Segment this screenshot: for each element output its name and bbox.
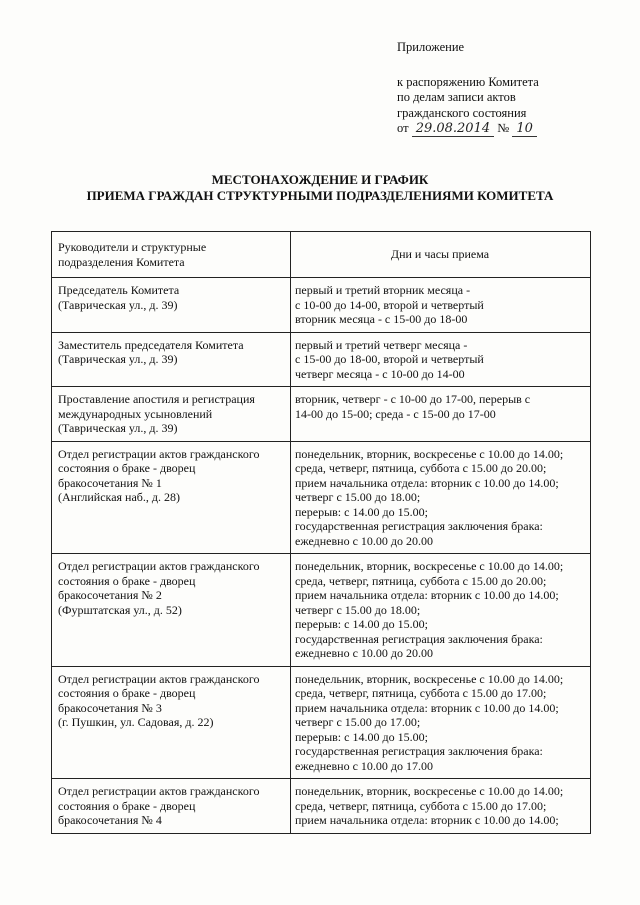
heading-line-1: МЕСТОНАХОЖДЕНИЕ И ГРАФИК bbox=[211, 172, 429, 187]
schedule-cell bbox=[291, 441, 591, 554]
schedule-line: вторник месяца - с 15-00 до 18-00 bbox=[295, 312, 468, 326]
dept-cell bbox=[52, 779, 291, 834]
handwritten-number: 10 bbox=[512, 121, 537, 137]
schedule-line: среда, четверг, пятница, суббота с 15.00 до 20.00; bbox=[295, 573, 547, 588]
table-row bbox=[52, 278, 591, 333]
dept-line: состояния о браке - дворец bbox=[58, 461, 196, 475]
schedule-table-body bbox=[52, 232, 591, 834]
dept-line: Отдел регистрации актов гражданского bbox=[58, 559, 260, 573]
dept-line: (Английская наб., д. 28) bbox=[58, 490, 181, 504]
schedule-cell bbox=[291, 387, 591, 442]
dept-cell bbox=[52, 554, 291, 667]
appendix-line: гражданского состояния bbox=[397, 105, 527, 120]
schedule-line: первый и третий вторник месяца - bbox=[295, 283, 471, 297]
table-header-row bbox=[52, 232, 591, 278]
schedule-cell bbox=[291, 332, 591, 387]
schedule-line: четверг месяца - с 10-00 до 14-00 bbox=[295, 366, 465, 381]
schedule-line: понедельник, вторник, воскресенье с 10.00 до 14.00; bbox=[295, 446, 564, 461]
dept-cell bbox=[52, 666, 291, 779]
dept-line: бракосочетания № 2 bbox=[58, 588, 162, 602]
schedule-line: среда, четверг, пятница, суббота с 15.00 до 17.00; bbox=[295, 686, 547, 700]
schedule-line: государственная регистрация заключения брака: bbox=[295, 519, 543, 533]
dept-cell bbox=[52, 441, 291, 554]
appendix-block bbox=[397, 40, 539, 137]
schedule-line: перерыв: с 14.00 до 15.00; bbox=[295, 504, 428, 519]
schedule-line: вторник, четверг - с 10-00 до 17-00, перерыв с bbox=[295, 392, 531, 406]
dept-line: бракосочетания № 1 bbox=[58, 475, 162, 490]
header-dept-cell bbox=[52, 232, 291, 278]
appendix-title: Приложение bbox=[397, 40, 465, 54]
schedule-line: перерыв: с 14.00 до 15.00; bbox=[295, 617, 428, 631]
schedule-line: 14-00 до 15-00; среда - с 15-00 до 17-00 bbox=[295, 406, 496, 421]
dept-cell bbox=[52, 387, 291, 442]
dept-line: (г. Пушкин, ул. Садовая, д. 22) bbox=[58, 715, 214, 729]
table-row bbox=[52, 666, 591, 779]
schedule-cell bbox=[291, 666, 591, 779]
appendix-line: по делам записи актов bbox=[397, 90, 516, 104]
dept-line: состояния о браке - дворец bbox=[58, 686, 196, 700]
dept-line: Отдел регистрации актов гражданского bbox=[58, 446, 260, 461]
dept-cell bbox=[52, 278, 291, 333]
schedule-table bbox=[51, 231, 591, 834]
schedule-line: ежедневно с 10.00 до 20.00 bbox=[295, 533, 433, 548]
dept-line: (Таврическая ул., д. 39) bbox=[58, 352, 178, 366]
dept-line: Отдел регистрации актов гражданского bbox=[58, 671, 260, 686]
schedule-line: ежедневно с 10.00 до 17.00 bbox=[295, 758, 433, 773]
header-dept-line: подразделения Комитета bbox=[58, 254, 185, 269]
dept-line: Проставление апостиля и регистрация bbox=[58, 392, 255, 406]
dept-line: состояния о браке - дворец bbox=[58, 573, 196, 588]
schedule-line: прием начальника отдела: вторник с 10.00 до 14.00; bbox=[295, 588, 559, 602]
document-heading bbox=[0, 172, 640, 203]
schedule-line: четверг с 15.00 до 18.00; bbox=[295, 602, 421, 617]
header-schedule-cell: Дни и часы приема bbox=[291, 232, 591, 278]
table-row bbox=[52, 779, 591, 834]
appendix-date-line bbox=[397, 121, 539, 137]
schedule-line: прием начальника отдела: вторник с 10.00 до 14.00; bbox=[295, 700, 559, 715]
schedule-line: прием начальника отдела: вторник с 10.00 до 14.00; bbox=[295, 813, 559, 827]
header-dept-line: Руководители и структурные bbox=[58, 240, 207, 254]
schedule-line: с 10-00 до 14-00, второй и четвертый bbox=[295, 297, 484, 312]
schedule-line: перерыв: с 14.00 до 15.00; bbox=[295, 729, 428, 744]
schedule-line: с 15-00 до 18-00, второй и четвертый bbox=[295, 352, 484, 366]
schedule-line: понедельник, вторник, воскресенье с 10.00 до 14.00; bbox=[295, 559, 564, 573]
dept-line: Отдел регистрации актов гражданского bbox=[58, 784, 260, 798]
heading-line-2: ПРИЕМА ГРАЖДАН СТРУКТУРНЫМИ ПОДРАЗДЕЛЕНИЯМИ КОМИТЕТА bbox=[86, 187, 554, 203]
dept-cell bbox=[52, 332, 291, 387]
schedule-line: ежедневно с 10.00 до 20.00 bbox=[295, 646, 433, 660]
number-label: № bbox=[497, 121, 510, 135]
dept-line: (Таврическая ул., д. 39) bbox=[58, 297, 178, 312]
schedule-cell bbox=[291, 278, 591, 333]
table-row bbox=[52, 554, 591, 667]
schedule-line: среда, четверг, пятница, суббота с 15.00 до 20.00; bbox=[295, 461, 547, 475]
schedule-cell bbox=[291, 554, 591, 667]
table-row bbox=[52, 441, 591, 554]
date-prefix: от bbox=[397, 121, 409, 135]
schedule-line: четверг с 15.00 до 18.00; bbox=[295, 490, 421, 504]
handwritten-date: 29.08.2014 bbox=[412, 121, 494, 137]
dept-line: состояния о браке - дворец bbox=[58, 798, 196, 813]
schedule-line: четверг с 15.00 до 17.00; bbox=[295, 715, 421, 729]
schedule-cell bbox=[291, 779, 591, 834]
dept-line: (Фурштатская ул., д. 52) bbox=[58, 602, 182, 617]
table-row bbox=[52, 387, 591, 442]
schedule-line: государственная регистрация заключения брака: bbox=[295, 631, 543, 646]
dept-line: международных усыновлений bbox=[58, 406, 213, 421]
schedule-line: первый и третий четверг месяца - bbox=[295, 337, 468, 352]
appendix-line: к распоряжению Комитета bbox=[397, 74, 539, 89]
dept-line: бракосочетания № 4 bbox=[58, 813, 162, 827]
schedule-line: государственная регистрация заключения брака: bbox=[295, 744, 543, 758]
schedule-line: понедельник, вторник, воскресенье с 10.00 до 14.00; bbox=[295, 784, 564, 798]
schedule-line: прием начальника отдела: вторник с 10.00 до 14.00; bbox=[295, 475, 559, 490]
dept-line: бракосочетания № 3 bbox=[58, 700, 162, 715]
schedule-line: понедельник, вторник, воскресенье с 10.00 до 14.00; bbox=[295, 671, 564, 686]
dept-line: Заместитель председателя Комитета bbox=[58, 337, 244, 352]
table-row bbox=[52, 332, 591, 387]
schedule-line: среда, четверг, пятница, суббота с 15.00 до 17.00; bbox=[295, 798, 547, 813]
dept-line: Председатель Комитета bbox=[58, 283, 180, 297]
dept-line: (Таврическая ул., д. 39) bbox=[58, 421, 178, 435]
